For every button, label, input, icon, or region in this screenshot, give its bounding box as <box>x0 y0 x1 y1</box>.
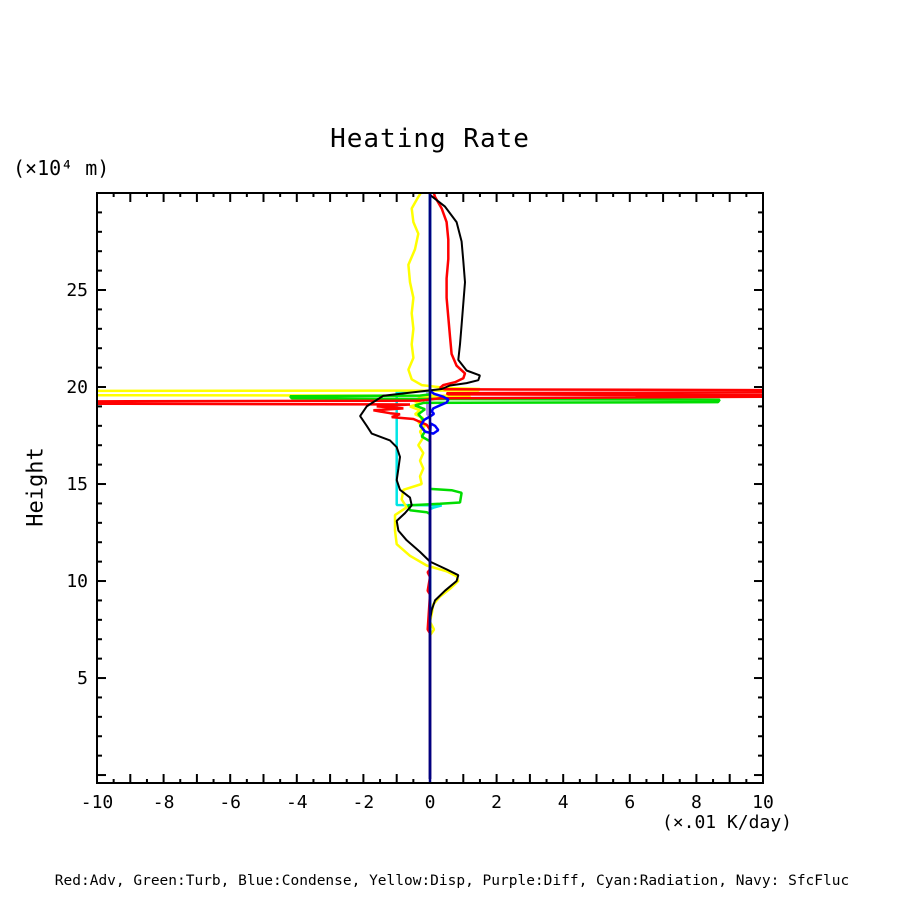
x-tick-label: 0 <box>424 792 436 813</box>
series-lines <box>87 189 773 783</box>
x-tick-label: 6 <box>624 792 636 813</box>
y-tick-label: 20 <box>66 377 88 399</box>
y-tick-label: 15 <box>66 474 88 496</box>
x-tick-label: -10 <box>80 792 114 813</box>
y-axis-title: Height <box>23 447 49 527</box>
y-tick-label: 10 <box>66 571 88 593</box>
x-axis-tick-labels <box>81 792 774 813</box>
x-tick-label: 2 <box>491 792 503 813</box>
x-tick-label: -2 <box>352 792 375 813</box>
y-axis-unit-label: (×10⁴ m) <box>13 156 110 180</box>
x-tick-label: -4 <box>285 792 308 813</box>
chart-title: Heating Rate <box>330 124 530 154</box>
y-tick-label: 25 <box>66 280 88 302</box>
x-tick-label: -6 <box>219 792 242 813</box>
series-turb <box>290 193 720 779</box>
y-axis-tick-labels <box>66 280 88 689</box>
x-tick-label: 8 <box>690 792 702 813</box>
x-tick-label: -8 <box>152 792 175 813</box>
x-tick-label: 4 <box>557 792 569 813</box>
legend-caption: Red:Adv, Green:Turb, Blue:Condense, Yellow:Disp, Purple:Diff, Cyan:Radiation, Navy: SfcFluc <box>54 873 850 889</box>
x-axis-unit-label: (×.01 K/day) <box>661 812 792 833</box>
y-tick-label: 5 <box>77 668 88 690</box>
series-condense <box>421 193 449 779</box>
x-tick-label: 10 <box>752 792 774 813</box>
series-disp <box>87 189 480 779</box>
